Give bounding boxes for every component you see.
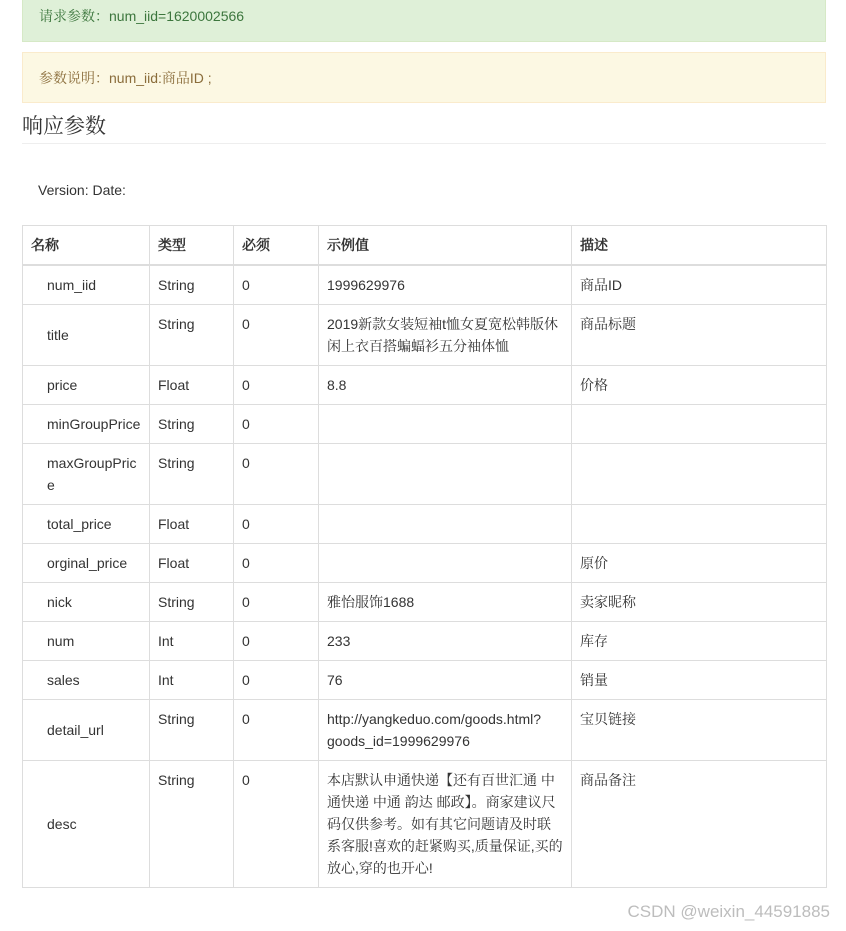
row-type: String — [150, 583, 234, 622]
row-type: String — [150, 444, 234, 505]
row-example: 8.8 — [319, 366, 572, 405]
header-required: 必须 — [234, 226, 319, 266]
row-description: 商品备注 — [572, 761, 827, 888]
row-description: 商品ID — [572, 265, 827, 305]
row-name: nick — [23, 583, 150, 622]
row-required: 0 — [234, 761, 319, 888]
table-row — [23, 405, 827, 444]
row-example — [319, 405, 572, 444]
row-type: String — [150, 265, 234, 305]
row-type: String — [150, 405, 234, 444]
row-name: title — [23, 305, 150, 366]
row-description: 库存 — [572, 622, 827, 661]
header-type: 类型 — [150, 226, 234, 266]
table-row — [23, 366, 827, 405]
response-params-title: 响应参数 — [22, 115, 106, 138]
row-type: String — [150, 761, 234, 888]
row-example — [319, 444, 572, 505]
version-text: Version: Date: — [38, 182, 126, 198]
row-name: sales — [23, 661, 150, 700]
table-row — [23, 305, 827, 366]
row-required: 0 — [234, 700, 319, 761]
row-description: 卖家昵称 — [572, 583, 827, 622]
table-row — [23, 444, 827, 505]
param-description-text: 参数说明：num_iid:商品ID ; — [39, 70, 212, 86]
csdn-watermark: CSDN @weixin_44591885 — [627, 902, 830, 921]
request-params-alert — [22, 0, 826, 42]
table-row — [23, 583, 827, 622]
response-params-heading — [22, 111, 826, 144]
row-example: 雅怡服饰1688 — [319, 583, 572, 622]
row-example: http://yangkeduo.com/goods.html?goods_id=1999629976 — [319, 700, 572, 761]
row-type: Int — [150, 622, 234, 661]
row-example — [319, 505, 572, 544]
row-description — [572, 505, 827, 544]
row-type: String — [150, 700, 234, 761]
row-description: 宝贝链接 — [572, 700, 827, 761]
request-params-text: 请求参数：num_iid=1620002566 — [39, 8, 245, 24]
row-name: detail_url — [23, 700, 150, 761]
row-type: Float — [150, 544, 234, 583]
table-row — [23, 622, 827, 661]
table-row — [23, 761, 827, 888]
row-example: 76 — [319, 661, 572, 700]
row-name: num — [23, 622, 150, 661]
table-row — [23, 661, 827, 700]
table-row — [23, 700, 827, 761]
row-name: num_iid — [23, 265, 150, 305]
row-name: minGroupPrice — [23, 405, 150, 444]
row-required: 0 — [234, 366, 319, 405]
param-description-alert — [22, 52, 826, 103]
row-description: 价格 — [572, 366, 827, 405]
row-name: price — [23, 366, 150, 405]
table-header-row — [23, 226, 827, 266]
row-name: total_price — [23, 505, 150, 544]
row-description: 商品标题 — [572, 305, 827, 366]
row-required: 0 — [234, 661, 319, 700]
row-example: 2019新款女装短袖t恤女夏宽松韩版休闲上衣百搭蝙蝠衫五分袖体恤 — [319, 305, 572, 366]
row-type: Float — [150, 366, 234, 405]
row-example — [319, 544, 572, 583]
row-type: Float — [150, 505, 234, 544]
row-example: 本店默认申通快递【还有百世汇通 中通快递 中通 韵达 邮政】。商家建议尺码仅供参考。如有其它问题请及时联系客服!喜欢的赶紧购买,质量保证,买的放心,穿的也开心! — [319, 761, 572, 888]
row-description — [572, 405, 827, 444]
row-type: String — [150, 305, 234, 366]
row-description: 原价 — [572, 544, 827, 583]
header-example: 示例值 — [319, 226, 572, 266]
row-type: Int — [150, 661, 234, 700]
header-name: 名称 — [23, 226, 150, 266]
row-required: 0 — [234, 622, 319, 661]
header-description: 描述 — [572, 226, 827, 266]
row-required: 0 — [234, 444, 319, 505]
row-name: orginal_price — [23, 544, 150, 583]
row-description — [572, 444, 827, 505]
row-required: 0 — [234, 505, 319, 544]
table-row — [23, 505, 827, 544]
response-params-table — [22, 225, 827, 888]
row-required: 0 — [234, 405, 319, 444]
row-name: desc — [23, 761, 150, 888]
row-name: maxGroupPrice — [23, 444, 150, 505]
table-row — [23, 544, 827, 583]
row-example: 1999629976 — [319, 265, 572, 305]
row-required: 0 — [234, 544, 319, 583]
row-required: 0 — [234, 305, 319, 366]
row-required: 0 — [234, 583, 319, 622]
row-required: 0 — [234, 265, 319, 305]
table-row — [23, 265, 827, 305]
row-description: 销量 — [572, 661, 827, 700]
row-example: 233 — [319, 622, 572, 661]
